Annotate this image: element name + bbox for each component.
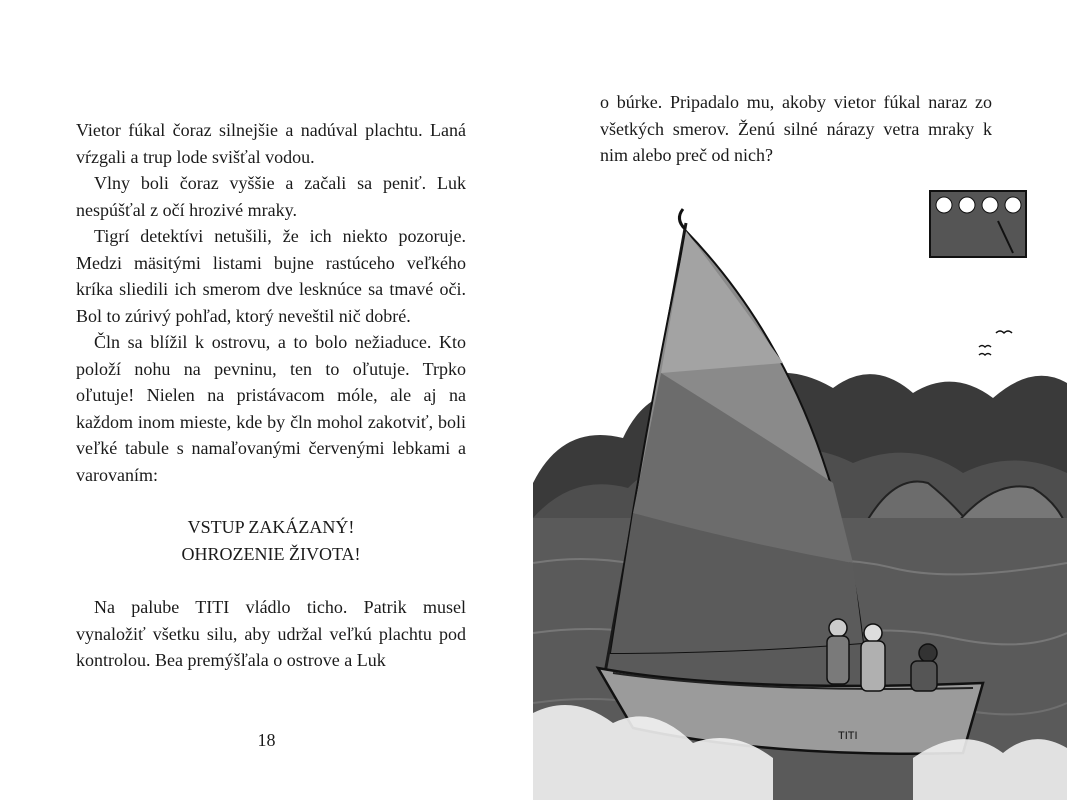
boat-name-label: TITI xyxy=(838,730,858,742)
crew-member xyxy=(861,641,885,691)
right-page-text xyxy=(600,89,992,169)
paragraph: Tigrí detektívi netušili, že ich niekto pozoruje. Medzi mäsitými listami bujne rastúceho veľkého kríka sliedili ich smerom dve lesknúce sa tmavé oči. Bol to zúrivý pohľad, ktorý neveštil nič dobré. xyxy=(76,226,466,326)
page-number: 18 xyxy=(257,730,276,750)
paragraph: Na palube TITI vládlo ticho. Patrik musel vynaložiť všetku silu, aby udržal veľkú plachtu pod kontrolou. Bea premýšľala o ostrove a Luk xyxy=(76,597,466,670)
crew-member xyxy=(911,661,937,691)
paragraph: Vietor fúkal čoraz silnejšie a nadúval plachtu. Laná vŕzgali a trup lode svišťal vodou. xyxy=(76,120,466,167)
right-page xyxy=(533,0,1067,800)
warning-line: OHROZENIE ŽIVOTA! xyxy=(181,543,361,564)
sticker-dot xyxy=(982,197,998,213)
wave-foam xyxy=(913,739,1067,800)
left-page xyxy=(0,0,533,800)
paragraph: o búrke. Pripadalo mu, akoby vietor fúkal naraz zo všetkých smerov. Ženú silné nárazy vetra mraky k nim alebo preč od nich? xyxy=(600,92,992,165)
warning-line: VSTUP ZAKÁZANÝ! xyxy=(187,517,355,537)
crew-member xyxy=(829,619,847,637)
sticker-dot xyxy=(936,197,952,213)
crew-member xyxy=(827,636,849,684)
left-page-text xyxy=(76,117,466,674)
paragraph: Vlny boli čoraz vyššie a začali sa peniť. Luk nespúšťal z očí hrozivé mraky. xyxy=(76,173,466,220)
sticker-dot xyxy=(959,197,975,213)
sailboat-illustration xyxy=(533,183,1067,800)
crew-member xyxy=(919,644,937,662)
crew-member xyxy=(864,624,882,642)
sticker-dot xyxy=(1005,197,1021,213)
warning-sign-text xyxy=(76,514,466,567)
paragraph: Čln sa blížil k ostrovu, a to bolo nežiaduce. Kto položí nohu na pevninu, ten to oľutuje. Trpko oľutuje! Nielen na pristávacom móle, ale aj na každom inom mieste, kde by čln mohol zakotviť, boli veľké tabule s namaľovanými červenými lebkami a varovaním: xyxy=(76,332,466,485)
